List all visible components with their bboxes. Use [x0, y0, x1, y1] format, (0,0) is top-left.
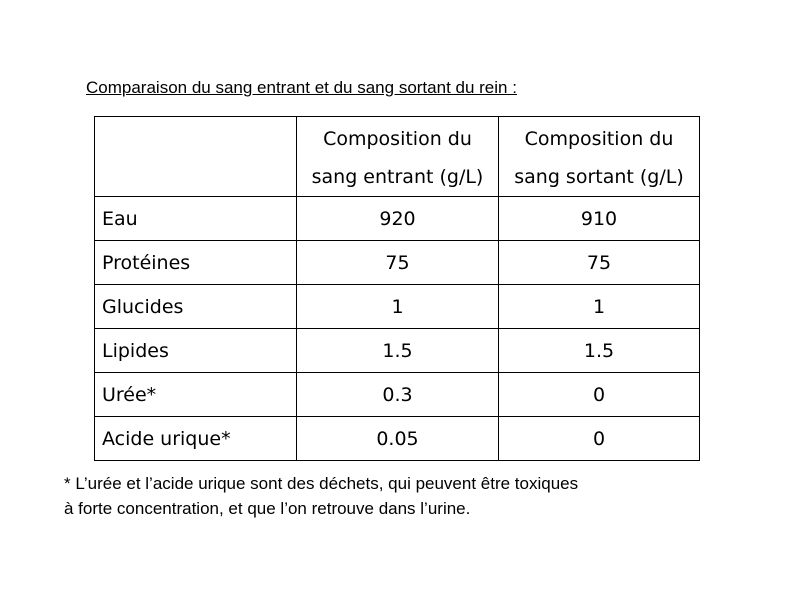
value-entrant: 1 [297, 285, 499, 329]
row-label: Lipides [95, 329, 297, 373]
value-entrant: 0.05 [297, 417, 499, 461]
header-sortant-line2: sang sortant (g/L) [514, 166, 684, 188]
footnote [64, 471, 578, 521]
value-entrant: 1.5 [297, 329, 499, 373]
value-sortant: 75 [499, 241, 700, 285]
table-row [95, 373, 700, 417]
header-cell-entrant [297, 117, 499, 197]
row-label: Protéines [95, 241, 297, 285]
value-sortant: 0 [499, 373, 700, 417]
page-title: Comparaison du sang entrant et du sang sortant du rein : [86, 78, 517, 97]
row-label: Urée* [95, 373, 297, 417]
header-sortant-line1: Composition du [524, 128, 674, 150]
table-row [95, 329, 700, 373]
value-sortant: 1 [499, 285, 700, 329]
value-entrant: 75 [297, 241, 499, 285]
table-row [95, 285, 700, 329]
footnote-line1: * L’urée et l’acide urique sont des déchets, qui peuvent être toxiques [64, 474, 579, 493]
row-label: Acide urique* [95, 417, 297, 461]
header-cell-empty [95, 117, 297, 197]
header-cell-sortant [499, 117, 700, 197]
value-sortant: 0 [499, 417, 700, 461]
header-entrant-line1: Composition du [323, 128, 472, 150]
value-entrant: 920 [297, 197, 499, 241]
comparison-table [94, 116, 700, 461]
table-row [95, 417, 700, 461]
footnote-line2: à forte concentration, et que l’on retrouve dans l’urine. [64, 499, 471, 518]
table-row [95, 197, 700, 241]
value-entrant: 0.3 [297, 373, 499, 417]
header-entrant-line2: sang entrant (g/L) [311, 166, 484, 188]
row-label: Eau [95, 197, 297, 241]
value-sortant: 910 [499, 197, 700, 241]
table-header-row [95, 117, 700, 197]
value-sortant: 1.5 [499, 329, 700, 373]
table-row [95, 241, 700, 285]
row-label: Glucides [95, 285, 297, 329]
